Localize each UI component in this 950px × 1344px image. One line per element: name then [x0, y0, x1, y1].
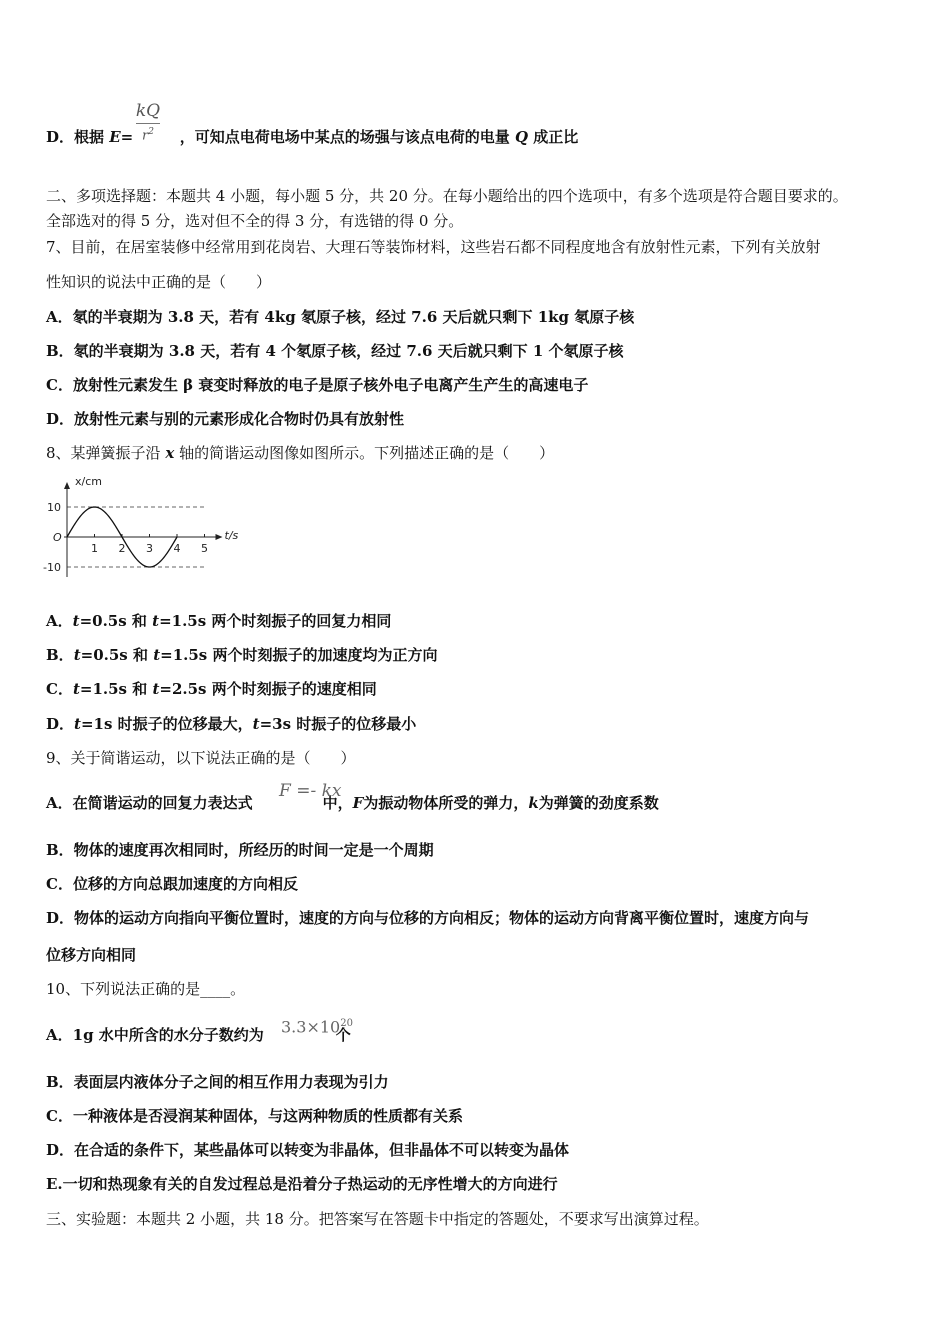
option-label: C． [46, 680, 73, 698]
q9-stem: 9、关于简谐运动，以下说法正确的是（ ） [46, 749, 356, 767]
x-tick-label: 2 [118, 542, 126, 555]
q10-stem: 10、下列说法正确的是____。 [46, 980, 246, 998]
option-text: =1.5s 和 [79, 680, 153, 698]
q6-option-d [46, 126, 578, 148]
q10a-pre: A．1g 水中所含的水分子数约为 [46, 1026, 264, 1044]
q7-stem-line1: 7、目前，在居室装修中经常用到花岗岩、大理石等装饰材料，这些岩石都不同程度地含有放射性元素，下列有关放射 [46, 238, 821, 256]
fraction-exponent: 2 [148, 127, 154, 137]
chart-axes [53, 475, 239, 577]
option-text: =0.5s 和 [79, 612, 153, 630]
q10-option-b: B．表面层内液体分子之间的相互作用力表现为引力 [46, 1073, 389, 1091]
q10-option-c: C．一种液体是否浸润某种固体，与这两种物质的性质都有关系 [46, 1107, 463, 1125]
q8-stem-a: 8、某弹簧振子沿 [46, 444, 161, 462]
q9-option-a [46, 792, 659, 814]
q7-option-a: A．氡的半衰期为 3.8 天，若有 4kg 氡原子核，经过 7.6 天后就只剩下 1kg 氡原子核 [46, 308, 635, 326]
q7-stem-line2: 性知识的说法中正确的是（ ） [46, 273, 272, 291]
x-axis-label: t/s [224, 529, 239, 542]
q9-option-c: C．位移的方向总跟加速度的方向相反 [46, 875, 298, 893]
q10a-end: 个 [335, 1026, 351, 1044]
q9-option-b: B．物体的速度再次相同时，所经历的时间一定是一个周期 [46, 841, 434, 859]
t-var: t [73, 646, 81, 664]
option-text: =1s 时振子的位移最大， [80, 715, 253, 733]
origin-label: O [53, 531, 62, 544]
q9a-end: 为弹簧的劲度系数 [538, 794, 659, 812]
q8-option-d [46, 713, 416, 735]
q10-option-e: E.一切和热现象有关的自发过程总是沿着分子热运动的无序性增大的方向进行 [46, 1175, 558, 1193]
option-text: =1.5s 两个时刻振子的加速度均为正方向 [160, 646, 438, 664]
x-tick-label: 5 [201, 542, 208, 555]
number-exponent: 20 [340, 1018, 353, 1029]
y-tick-label: 10 [47, 501, 61, 514]
option-text: =0.5s 和 [80, 646, 154, 664]
section3-line: 三、实验题：本题共 2 小题，共 18 分。把答案写在答题卡中指定的答题处，不要求写出演算过程。 [46, 1210, 709, 1228]
q8-option-b [46, 644, 437, 666]
q7-option-d: D．放射性元素与别的元素形成化合物时仍具有放射性 [46, 410, 405, 428]
x-tick-label: 1 [91, 542, 98, 555]
q8-stem [46, 442, 554, 464]
x-tick-label: 4 [173, 542, 181, 555]
y-axis-arrow [64, 482, 70, 489]
q6d-text-end: 成正比 [533, 128, 579, 146]
q9a-mid2: 为振动物体所受的弹力， [363, 794, 529, 812]
q9-option-d-line2: 位移方向相同 [46, 946, 137, 964]
option-text: =2.5s 两个时刻振子的速度相同 [159, 680, 377, 698]
t-var: t [72, 680, 80, 698]
number-base: 3.3×10 [281, 1017, 341, 1037]
option-text: =1.5s 两个时刻振子的回复力相同 [159, 612, 392, 630]
q8-option-c [46, 678, 377, 700]
q6d-label: D．根据 [46, 128, 105, 146]
option-label: D． [46, 715, 75, 733]
q9a-k-var: k [528, 794, 539, 812]
q9-option-d-line1: D．物体的运动方向指向平衡位置时，速度的方向与位移的方向相反；物体的运动方向背离平衡位置时，速度方向与 [46, 909, 810, 927]
shm-graph [40, 470, 260, 590]
q7-option-c: C．放射性元素发生 β 衰变时释放的电子是原子核外电子电离产生产生的高速电子 [46, 376, 589, 394]
fraction-numerator: kQ [135, 101, 161, 121]
fraction-denominator: r [142, 128, 149, 144]
q9a-pre: A．在简谐运动的回复力表达式 [46, 794, 253, 812]
option-label: A． [46, 612, 73, 630]
q8-stem-x: x [165, 444, 175, 462]
section2-line2: 全部选对的得 5 分，选对但不全的得 3 分，有选错的得 0 分。 [46, 212, 464, 230]
t-var: t [72, 612, 80, 630]
q6d-fraction [134, 101, 162, 144]
t-var: t [152, 612, 160, 630]
option-label: B． [46, 646, 74, 664]
section2-line1: 二、多项选择题：本题共 4 小题，每小题 5 分，共 20 分。在每小题给出的四个选项中，有多个选项是符合题目要求的。 [46, 187, 848, 205]
t-var: t [153, 646, 161, 664]
y-axis-label: x/cm [75, 475, 102, 488]
q6d-q-var: Q [514, 128, 529, 146]
q10-option-d: D．在合适的条件下，某些晶体可以转变为非晶体，但非晶体不可以转变为晶体 [46, 1141, 570, 1159]
y-tick-label: -10 [43, 561, 61, 574]
q8-option-a [46, 610, 391, 632]
q9a-f-var: F [352, 794, 364, 812]
q7-option-b: B．氡的半衰期为 3.8 天，若有 4 个氡原子核，经过 7.6 天后就只剩下 1 个氡原子核 [46, 342, 624, 360]
q8-stem-b: 轴的简谐运动图像如图所示。下列描述正确的是（ ） [179, 444, 555, 462]
q6d-e-eq: E= [109, 128, 134, 146]
option-text: =3s 时振子的位移最小 [259, 715, 417, 733]
q6d-text-after: ，可知点电荷电场中某点的场强与该点电荷的电量 [179, 128, 510, 146]
avogadro-number [281, 1013, 353, 1038]
t-var: t [74, 715, 81, 733]
q9a-mid: 中， [322, 794, 353, 812]
x-tick-label: 3 [146, 542, 153, 555]
x-axis-arrow [216, 534, 223, 540]
t-var: t [252, 715, 260, 733]
hooke-formula: F =- kx [279, 781, 342, 801]
t-var: t [152, 680, 160, 698]
